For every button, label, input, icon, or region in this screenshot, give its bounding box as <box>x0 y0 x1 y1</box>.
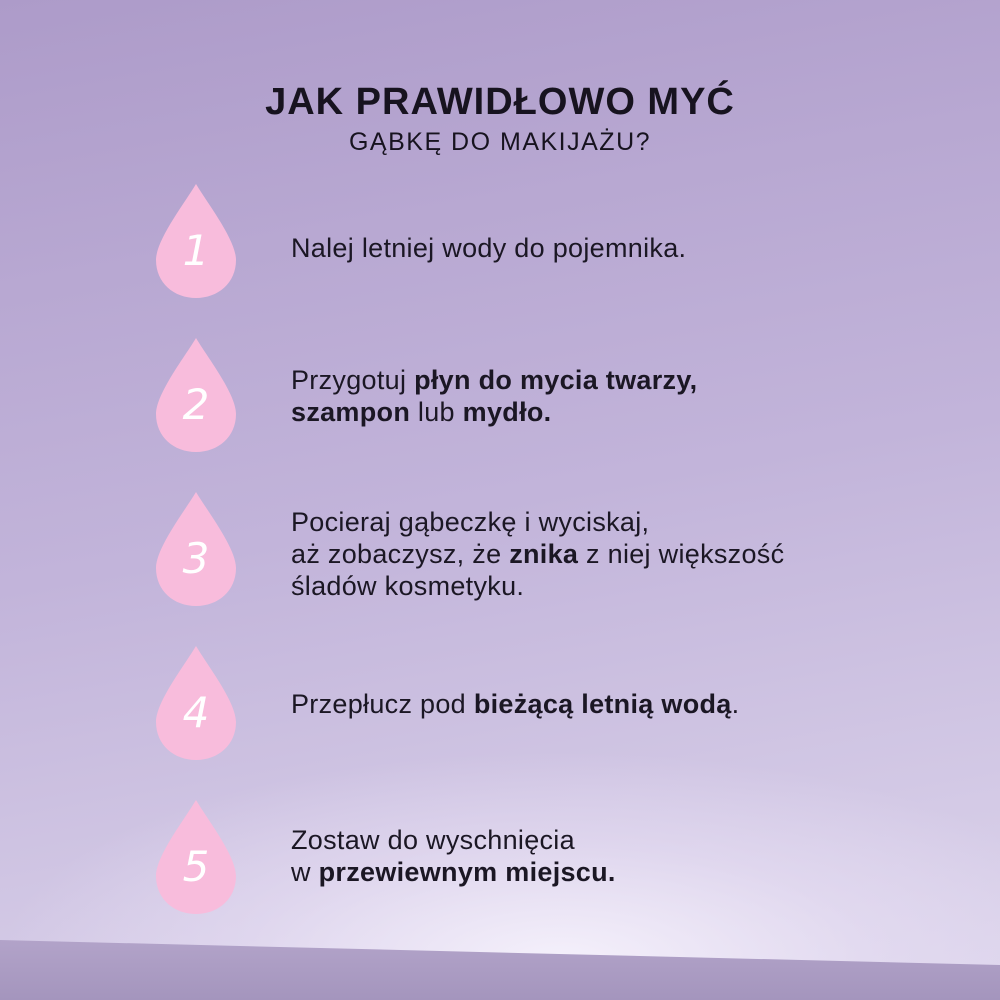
step-text-run: z niej większość <box>578 539 785 569</box>
step-text-bold: przewiewnym miejscu. <box>318 857 616 887</box>
step-text-run: . <box>731 689 740 719</box>
step-text <box>291 688 931 720</box>
step-text-run: Przygotuj <box>291 365 415 395</box>
step-text <box>291 506 931 602</box>
step-text-line <box>291 570 931 602</box>
step-text-bold: płyn do mycia twarzy, <box>414 365 698 395</box>
step-text-line <box>291 396 931 428</box>
step-4 <box>0 644 1000 764</box>
step-text-bold: szampon <box>291 397 411 427</box>
page-title: JAK PRAWIDŁOWO MYĆ <box>265 81 735 123</box>
step-text-run: Nalej letniej wody do pojemnika. <box>291 233 687 263</box>
step-text-run: Zostaw do wyschnięcia <box>291 825 575 855</box>
step-number: 1 <box>182 226 210 275</box>
step-text <box>291 364 931 428</box>
step-text-line <box>291 506 931 538</box>
step-text-run: lub <box>410 397 463 427</box>
step-number: 5 <box>182 842 210 891</box>
step-number: 2 <box>182 380 210 429</box>
floor-shadow <box>0 940 1000 1000</box>
step-text-line <box>291 824 931 856</box>
step-text-line <box>291 232 931 264</box>
drop-icon <box>154 182 238 300</box>
step-text-line <box>291 688 931 720</box>
step-2 <box>0 336 1000 456</box>
drop-icon <box>154 798 238 916</box>
step-number: 4 <box>182 688 210 737</box>
step-number: 3 <box>182 534 210 583</box>
step-3 <box>0 490 1000 610</box>
step-text-bold: bieżącą letnią wodą <box>473 689 732 719</box>
step-text-run: Przepłucz pod <box>291 689 474 719</box>
step-text <box>291 824 931 888</box>
step-text-line <box>291 856 931 888</box>
step-5 <box>0 798 1000 918</box>
step-text-run: aż zobaczysz, że <box>291 539 510 569</box>
step-text-run: w <box>291 857 319 887</box>
step-text-run: śladów kosmetyku. <box>291 571 525 601</box>
step-text-bold: mydło. <box>462 397 552 427</box>
header <box>0 78 1000 158</box>
step-text-line <box>291 538 931 570</box>
step-text <box>291 232 931 264</box>
step-text-bold: znika <box>509 539 579 569</box>
drop-icon <box>154 336 238 454</box>
drop-icon <box>154 644 238 762</box>
step-text-line <box>291 364 931 396</box>
page-subtitle: GĄBKĘ DO MAKIJAŻU? <box>348 128 652 156</box>
step-text-run: Pocieraj gąbeczkę i wyciskaj, <box>291 507 650 537</box>
step-1 <box>0 182 1000 302</box>
drop-icon <box>154 490 238 608</box>
